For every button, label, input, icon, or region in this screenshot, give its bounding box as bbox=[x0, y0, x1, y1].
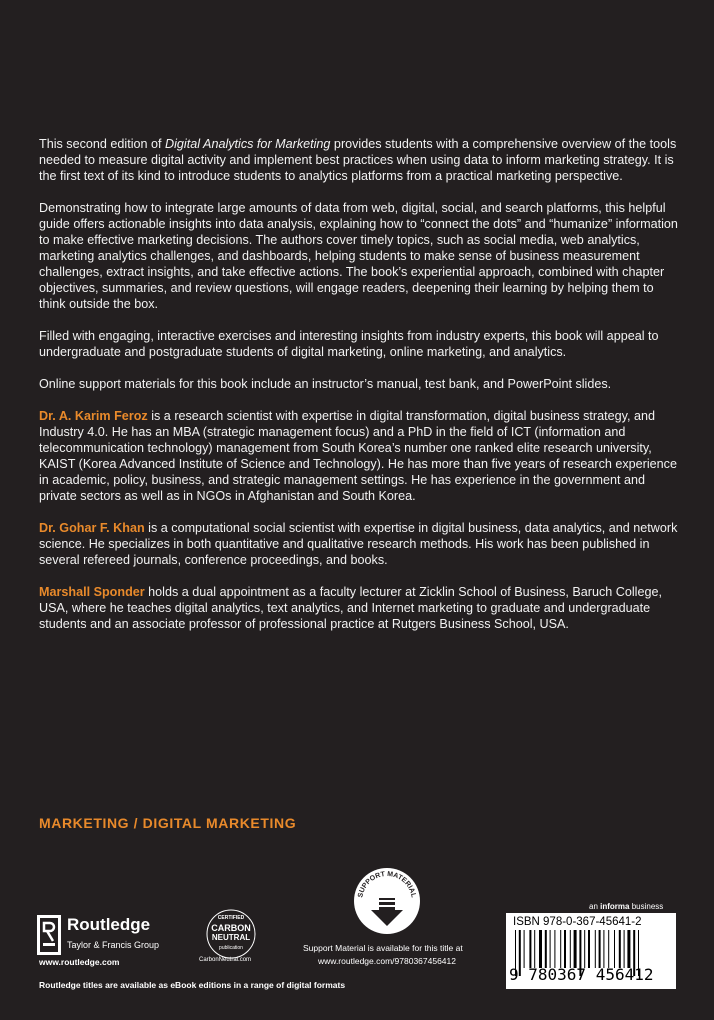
publisher-name: Routledge bbox=[67, 915, 151, 934]
carbon-neutral-url: CarbonNeutral.com bbox=[199, 957, 252, 963]
publisher-logo bbox=[37, 915, 197, 967]
isbn-barcode-digits: 9 780367 456412 bbox=[509, 965, 654, 984]
carbon-badge-line-4: publication bbox=[219, 945, 243, 951]
barcode-bar bbox=[574, 930, 577, 968]
informa-business-label: an informa business bbox=[589, 902, 664, 911]
barcode-bar bbox=[560, 930, 561, 968]
author-name: Dr. A. Karim Feroz bbox=[39, 409, 148, 423]
barcode-bar bbox=[599, 930, 601, 968]
subject-category: MARKETING / DIGITAL MARKETING bbox=[39, 815, 297, 831]
barcode-bar bbox=[627, 930, 630, 968]
routledge-logo-icon bbox=[37, 915, 61, 955]
support-badge-text: SUPPORT MATERIAL bbox=[357, 870, 417, 899]
description-paragraph-4: Online support materials for this book include an instructor’s manual, test bank, and PowerPoint slides. bbox=[39, 377, 612, 391]
barcode-bar bbox=[550, 930, 551, 968]
barcode-bar bbox=[524, 930, 525, 968]
publisher-group: Taylor & Francis Group bbox=[67, 940, 160, 950]
support-material-note: Support Material is available for this title at bbox=[303, 943, 463, 953]
publisher-url: www.routledge.com bbox=[39, 957, 120, 967]
barcode-bar bbox=[570, 930, 571, 968]
isbn-number: ISBN 978-0-367-45641-2 bbox=[513, 916, 642, 928]
barcode-bar bbox=[554, 930, 555, 968]
barcode-bar bbox=[564, 930, 566, 968]
barcode-bar bbox=[595, 930, 596, 968]
barcode-bar bbox=[588, 930, 590, 968]
support-material-url: www.routledge.com/9780367456412 bbox=[318, 956, 456, 966]
barcode-bar bbox=[614, 930, 615, 968]
support-material-icon bbox=[352, 866, 422, 936]
barcode-bar bbox=[539, 930, 542, 968]
carbon-badge-line-3: NEUTRAL bbox=[211, 933, 251, 942]
description-paragraph-3: Filled with engaging, interactive exercises and interesting insights from industry experts, this book will appeal to undergraduate and postgraduate students of digital marketing, online marketing, and analytics. bbox=[39, 329, 659, 359]
author-bio-feroz: Dr. A. Karim Feroz is a research scientist with expertise in digital transformation, digital business strategy, and Industry 4.0. He has an MBA (strategic management focus) and a PhD in the field of ICT (information and telecommunication technology) management from South Korea’s number one ranked elite research university, KAIST (Korea Advanced Institute of Science and Technology). He has more than five years of research experience in academic, policy, business, and strategic management settings. He has experience in the government and private sectors as well as in NGOs in Afghanistan and South Korea. bbox=[39, 409, 677, 503]
author-bio-khan: Dr. Gohar F. Khan is a computational social scientist with expertise in digital business, data analytics, and network science. He specializes in both quantitative and qualitative research methods. His work has been published in several refereed journals, conference proceedings, and books. bbox=[39, 521, 678, 567]
description-paragraph-1: This second edition of Digital Analytics for Marketing provides students with a comprehensive overview of the tools needed to measure digital activity and implement best practices when using data to inform marketing strategy. It is the first text of its kind to introduce students to analytics platforms from a practical marketing perspective. bbox=[39, 137, 677, 183]
barcode-bar bbox=[529, 930, 531, 968]
author-bio-sponder: Marshall Sponder holds a dual appointment as a faculty lecturer at Zicklin School of Business, Baruch College, USA, where he teaches digital analytics, text analytics, and Internet marketing to graduate and undergraduate students and an associate professor of professional practice at Rutgers Business School, USA. bbox=[39, 585, 662, 631]
back-cover-text bbox=[39, 136, 679, 648]
barcode-bar bbox=[619, 930, 621, 968]
barcode-bar bbox=[603, 930, 604, 968]
barcode-bar bbox=[534, 930, 535, 968]
author-name: Dr. Gohar F. Khan bbox=[39, 521, 145, 535]
author-name: Marshall Sponder bbox=[39, 585, 145, 599]
ebook-availability-note: Routledge titles are available as eBook editions in a range of digital formats bbox=[39, 980, 346, 990]
carbon-badge-line-2: CARBON bbox=[211, 923, 251, 933]
carbon-badge-line-1: CERTIFIED bbox=[217, 915, 245, 921]
book-title: Digital Analytics for Marketing bbox=[165, 137, 331, 151]
barcode-bar bbox=[584, 930, 585, 968]
barcode-bar bbox=[608, 930, 609, 968]
barcode-bar bbox=[545, 930, 547, 968]
barcode-bar bbox=[624, 930, 625, 968]
isbn-barcode-block bbox=[506, 913, 676, 989]
description-paragraph-2: Demonstrating how to integrate large amounts of data from web, digital, social, and search platforms, this helpful guide offers actionable insights into data analysis, explaining how to “connect the dots” and “humanize” information to make effective marketing decisions. The authors cover timely topics, such as social media, web analytics, marketing analytics challenges, and dashboards, helping students to make sense of business measurement challenges, extract insights, and take effective actions. The book’s experiential approach, combined with chapter objectives, summaries, and review questions, will engage readers, deepening their learning by helping them to think outside the box. bbox=[39, 201, 678, 311]
